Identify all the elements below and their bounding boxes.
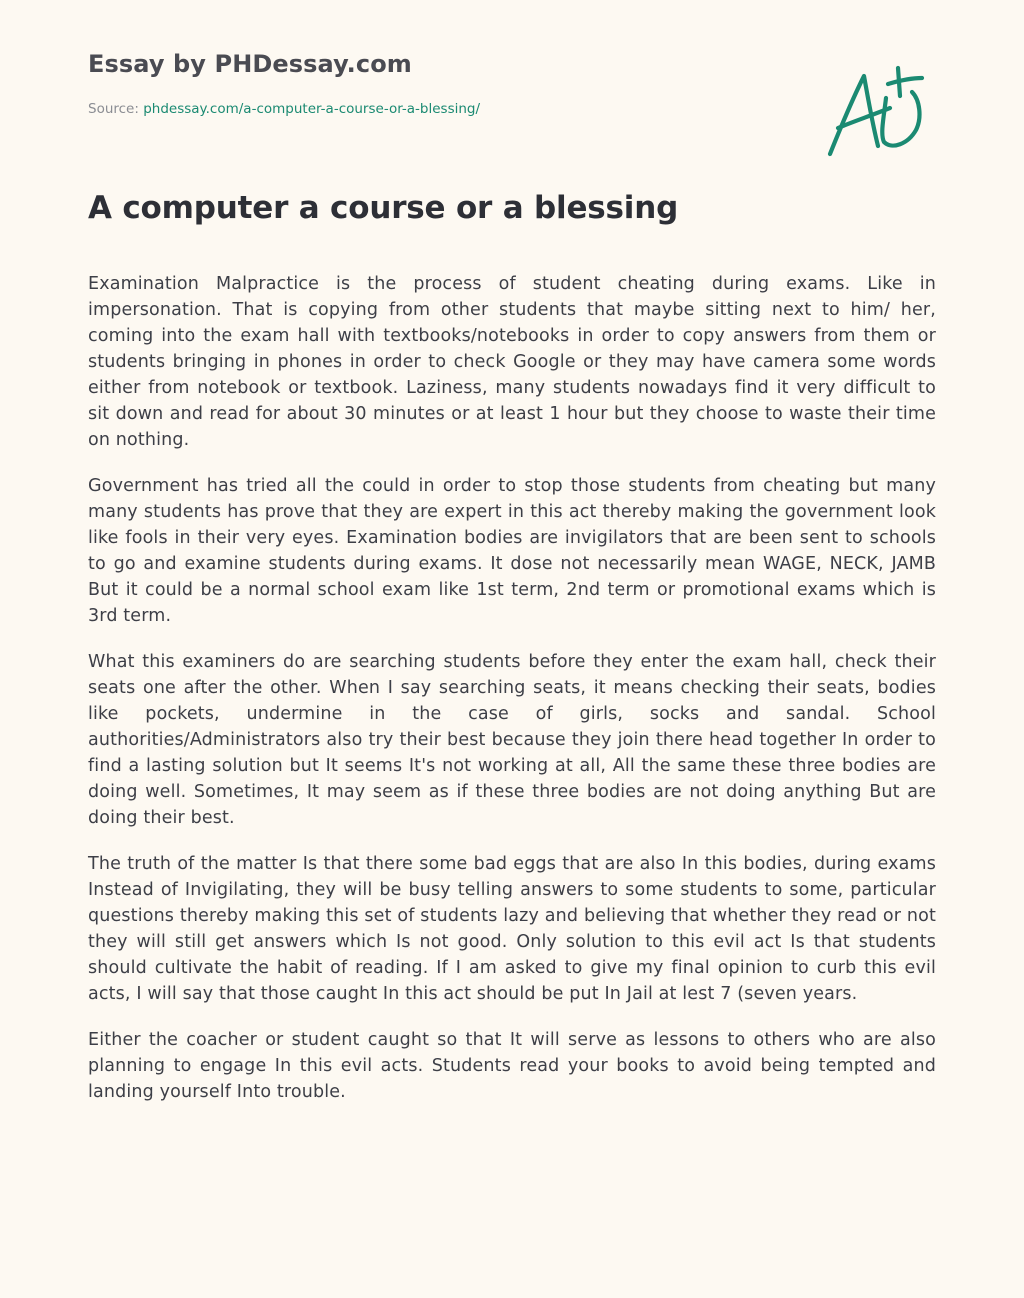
essay-body	[88, 271, 936, 1125]
essay-paragraph: What this examiners do are searching students before they enter the exam hall, check their seats one after the other. When I say searching seats, it means checking their seats, bodies like pockets, undermine in the case of girls, socks and sandal. School authorities/Administrators also try their best because they join there head together In order to find a lasting solution but It seems It's not working at all, All the same these three bodies are doing well. Sometimes, It may seem as if these three bodies are not doing anything But are doing their best.	[88, 652, 936, 828]
a-plus-logo-icon	[822, 64, 932, 164]
essay-paragraph: Examination Malpractice is the process of student cheating during exams. Like in impersonation. That is copying from other students that maybe sitting next to him/ her, coming into the exam hall with textbooks/notebooks in order to copy answers from them or students bringing in phones in order to check Google or they may have camera some words either from notebook or textbook. Laziness, many students nowadays find it very difficult to sit down and read for about 30 minutes or at least 1 hour but they choose to waste their time on nothing.	[88, 274, 936, 450]
essay-paragraph: Government has tried all the could in order to stop those students from cheating but many many students has prove that they are expert in this act thereby making the government look like fools in their very eyes. Examination bodies are invigilators that are been sent to schools to go and examine students during exams. It dose not necessarily mean WAGE, NECK, JAMB But it could be a normal school exam like 1st term, 2nd term or promotional exams which is 3rd term.	[88, 476, 936, 626]
essay-paragraph: The truth of the matter Is that there some bad eggs that are also In this bodies, during exams Instead of Invigilating, they will be busy telling answers to some students to some, particular questions thereby making this set of students lazy and believing that whether they read or not they will still get answers which Is not good. Only solution to this evil act Is that students should cultivate the habit of reading. If I am asked to give my final opinion to curb this evil acts, I will say that those caught In this act should be put In Jail at lest 7 (seven years.	[88, 854, 936, 1004]
brand-title: Essay by PHDessay.com	[88, 50, 412, 78]
essay-title: A computer a course or a blessing	[88, 190, 679, 226]
essay-paragraph: Either the coacher or student caught so that It will serve as lessons to others who are also planning to engage In this evil acts. Students read your books to avoid being tempted and landing yourself Into trouble.	[88, 1030, 936, 1102]
source-link[interactable]: phdessay.com/a-computer-a-course-or-a-blessing/	[143, 101, 481, 117]
source-line	[88, 101, 480, 117]
source-label: Source:	[88, 101, 144, 117]
